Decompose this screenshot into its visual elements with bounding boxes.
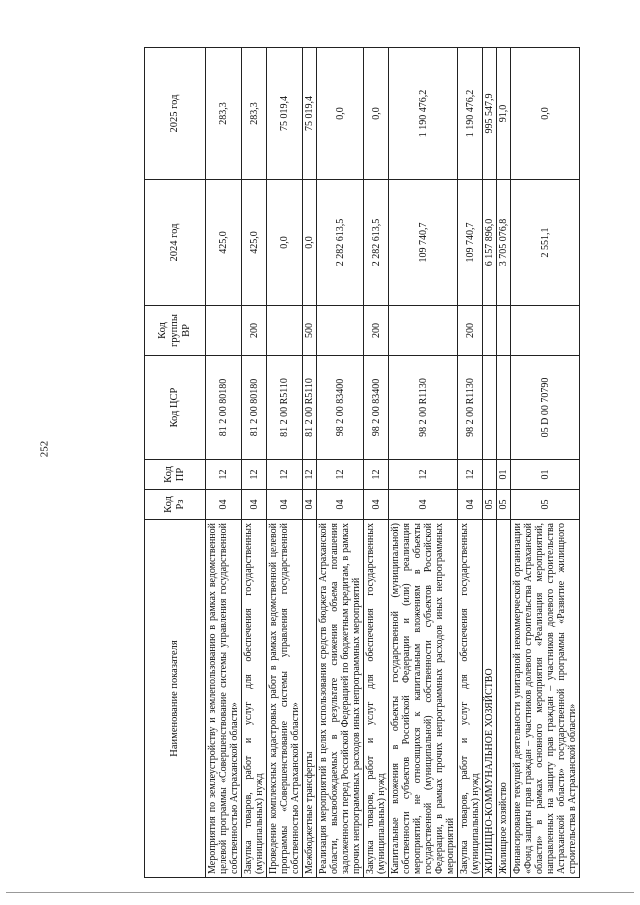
- cell-csr: 05 D 00 70790: [511, 356, 580, 460]
- table-row: [389, 48, 458, 878]
- cell-csr: 81 2 00 R5110: [267, 356, 303, 460]
- cell-name: Закупка товаров, работ и услуг для обеспечения государственных (муниципальных) нужд: [458, 520, 483, 878]
- page-bottom-rule: [6, 892, 634, 893]
- cell-rz: 05: [497, 490, 511, 520]
- header-2024: 2024 год: [145, 180, 206, 306]
- table-row: [303, 48, 317, 878]
- cell-name: Финансирование текущей деятельности унитарной некоммерческой организации «Фонд защиты прав граждан – участников долевого строительства Астраханской области» в рамках основного мероприятия «Реализация мероприятий, направленных на защиту прав граждан – участников долевого строительства Астраханской области» государственной программы «Развитие жилищного строительства в Астраханской области»: [511, 520, 580, 878]
- cell-pr: 12: [206, 460, 242, 490]
- cell-rz: 04: [206, 490, 242, 520]
- cell-vr: [206, 306, 242, 356]
- cell-name: Закупка товаров, работ и услуг для обеспечения государственных (муниципальных) нужд: [242, 520, 267, 878]
- header-2025: 2025 год: [145, 48, 206, 180]
- cell-vr: 200: [458, 306, 483, 356]
- cell-y2025: 995 547,9: [483, 48, 497, 180]
- cell-name: Закупка товаров, работ и услуг для обеспечения государственных (муниципальных) нужд: [364, 520, 389, 878]
- cell-y2024: 109 740,7: [458, 180, 483, 306]
- cell-csr: 81 2 00 80180: [206, 356, 242, 460]
- cell-y2025: 75 019,4: [267, 48, 303, 180]
- table-row: [511, 48, 580, 878]
- cell-pr: 12: [364, 460, 389, 490]
- cell-pr: 12: [303, 460, 317, 490]
- cell-rz: 04: [303, 490, 317, 520]
- cell-y2025: 1 190 476,2: [389, 48, 458, 180]
- cell-rz: 04: [267, 490, 303, 520]
- cell-name: Жилищное хозяйство: [497, 520, 511, 878]
- cell-y2025: 91,0: [497, 48, 511, 180]
- cell-csr: 98 2 00 R1130: [458, 356, 483, 460]
- cell-name: Межбюджетные трансферты: [303, 520, 317, 878]
- cell-y2025: 0,0: [511, 48, 580, 180]
- header-rz: Код Рз: [145, 490, 206, 520]
- cell-name: ЖИЛИЩНО-КОММУНАЛЬНОЕ ХОЗЯЙСТВО: [483, 520, 497, 878]
- cell-pr: 12: [389, 460, 458, 490]
- table-row: [483, 48, 497, 878]
- cell-rz: 04: [317, 490, 364, 520]
- cell-y2024: 2 282 613,5: [317, 180, 364, 306]
- table-row: [317, 48, 364, 878]
- rotated-page-content: [144, 0, 592, 878]
- cell-y2024: 2 551,1: [511, 180, 580, 306]
- cell-pr: 01: [511, 460, 580, 490]
- cell-name: Проведение комплексных кадастровых работ в рамках ведомственной целевой программы «Совершенствование системы управления государственной собственностью Астраханской области»: [267, 520, 303, 878]
- cell-pr: [483, 460, 497, 490]
- cell-name: Реализация мероприятий в целях использования средств бюджета Астраханской области, высвобождаемых в результате снижения объема погашения задолженности перед Российской Федерацией по бюджетным кредитам, в рамках прочих непрограммных расходов иных непрограммных мероприятий: [317, 520, 364, 878]
- cell-rz: 04: [242, 490, 267, 520]
- cell-pr: 01: [497, 460, 511, 490]
- cell-vr: [483, 306, 497, 356]
- cell-csr: 98 2 00 R1130: [389, 356, 458, 460]
- cell-rz: 04: [458, 490, 483, 520]
- cell-vr: [389, 306, 458, 356]
- cell-rz: 04: [389, 490, 458, 520]
- table-row: [497, 48, 511, 878]
- cell-y2024: 0,0: [303, 180, 317, 306]
- budget-table: [144, 47, 580, 878]
- table-row: [458, 48, 483, 878]
- cell-vr: [511, 306, 580, 356]
- cell-csr: [483, 356, 497, 460]
- cell-y2025: 283,3: [242, 48, 267, 180]
- cell-csr: [497, 356, 511, 460]
- cell-vr: [317, 306, 364, 356]
- page-number: 252: [38, 440, 51, 458]
- cell-y2025: 75 019,4: [303, 48, 317, 180]
- cell-pr: 12: [458, 460, 483, 490]
- cell-y2025: 0,0: [364, 48, 389, 180]
- cell-name: Мероприятия по землеустройству и землепользованию в рамках ведомственной целевой программы «Совершенствование системы управления государственной собственностью Астраханской области»: [206, 520, 242, 878]
- cell-vr: [267, 306, 303, 356]
- cell-pr: 12: [267, 460, 303, 490]
- cell-csr: 81 2 00 80180: [242, 356, 267, 460]
- cell-rz: 05: [483, 490, 497, 520]
- header-name: Наименование показателя: [145, 520, 206, 878]
- header-csr: Код ЦСР: [145, 356, 206, 460]
- cell-rz: 05: [511, 490, 580, 520]
- table-row: [242, 48, 267, 878]
- cell-y2025: 1 190 476,2: [458, 48, 483, 180]
- cell-y2024: 3 705 076,8: [497, 180, 511, 306]
- table-row: [364, 48, 389, 878]
- cell-vr: 200: [242, 306, 267, 356]
- cell-y2024: 6 157 896,0: [483, 180, 497, 306]
- cell-name: Капитальные вложения в объекты государственной (муниципальной) собственности субъектов Российской Федерации и (или) реализация мероприятий, не относящихся к капитальным вложениям в объекты государственной (муниципальной) собственности субъектов Российской Федерации, в рамках прочих непрограммных расходов иных непрограммных мероприятий: [389, 520, 458, 878]
- cell-y2024: 0,0: [267, 180, 303, 306]
- cell-vr: [497, 306, 511, 356]
- cell-vr: 500: [303, 306, 317, 356]
- cell-csr: 81 2 00 R5110: [303, 356, 317, 460]
- cell-csr: 98 2 00 83400: [317, 356, 364, 460]
- table-row: [206, 48, 242, 878]
- cell-y2024: 425,0: [242, 180, 267, 306]
- cell-y2024: 2 282 613,5: [364, 180, 389, 306]
- cell-vr: 200: [364, 306, 389, 356]
- header-pr: Код ПР: [145, 460, 206, 490]
- table-header-row: [145, 48, 206, 878]
- cell-y2025: 0,0: [317, 48, 364, 180]
- table-row: [267, 48, 303, 878]
- cell-pr: 12: [317, 460, 364, 490]
- cell-y2025: 283,3: [206, 48, 242, 180]
- cell-csr: 98 2 00 83400: [364, 356, 389, 460]
- header-vr: Код группы ВР: [145, 306, 206, 356]
- cell-y2024: 109 740,7: [389, 180, 458, 306]
- cell-y2024: 425,0: [206, 180, 242, 306]
- cell-pr: 12: [242, 460, 267, 490]
- cell-rz: 04: [364, 490, 389, 520]
